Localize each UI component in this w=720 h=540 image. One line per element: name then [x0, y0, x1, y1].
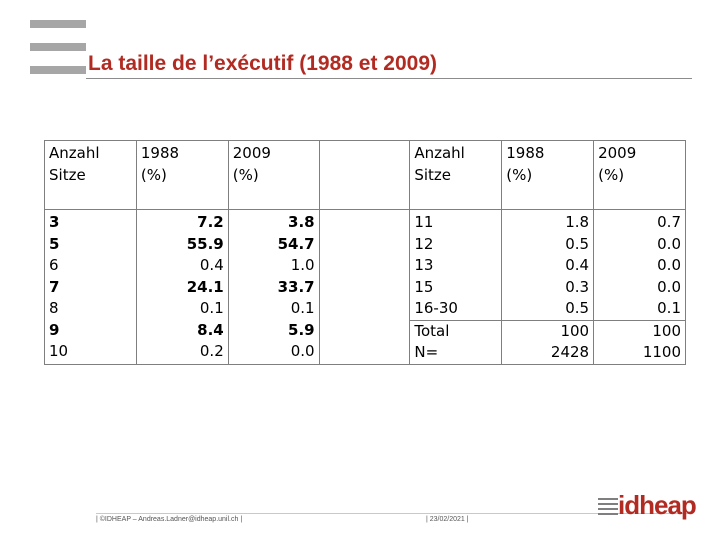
- totals-1988-cell-line: 100: [560, 321, 590, 340]
- left-2009-cell: [228, 210, 319, 365]
- seats-value: 6: [49, 256, 59, 274]
- right-seats-cell-line: 11: [414, 213, 434, 231]
- left-1988-cell: [136, 210, 228, 365]
- totals-label-cell-line: N=: [414, 343, 439, 361]
- pct-1988-value: 8.4: [197, 320, 224, 339]
- right-2009-cell-line: 0.0: [657, 277, 681, 296]
- right-1988-cell: [502, 210, 594, 321]
- pct-2009-value: 1.0: [290, 256, 315, 274]
- totals-label-cell-line: Total: [414, 321, 450, 340]
- right-seats-cell-line: 15: [414, 277, 434, 296]
- right-1988-cell-line: 1.8: [565, 213, 590, 231]
- pct-1988-value: 0.2: [199, 342, 224, 360]
- idheap-logo-lines-icon: [598, 498, 618, 518]
- executive-size-table: [44, 140, 686, 365]
- footer-date: | 23/02/2021 |: [426, 516, 469, 523]
- pct-1988-value: 7.2: [197, 213, 224, 231]
- pct-2009-value: 33.7: [277, 277, 315, 296]
- right-seats-cell-line: 12: [414, 234, 434, 253]
- pct-2009-value: 3.8: [288, 213, 315, 231]
- header-seats-right: Anzahl Sitze: [410, 141, 502, 210]
- right-1988-cell-line: 0.5: [565, 234, 590, 253]
- pct-1988-value: 0.4: [199, 256, 224, 274]
- totals-1988-cell-line: 2428: [550, 343, 590, 361]
- table-body: [45, 141, 686, 365]
- table-header-row: [45, 141, 686, 210]
- totals-2009-cell-line: 100: [652, 321, 681, 340]
- right-seats-cell-line: 16-30: [414, 299, 458, 317]
- spacer-cell: [319, 210, 410, 365]
- seats-value: 7: [49, 277, 60, 296]
- right-seats-cell: [410, 210, 502, 321]
- table-data-row: [45, 210, 686, 321]
- seats-value: 9: [49, 320, 60, 339]
- seats-value: 8: [49, 299, 59, 317]
- totals-2009-cell: [594, 320, 686, 364]
- pct-1988-value: 55.9: [186, 234, 224, 253]
- header-1988-left: 1988 (%): [136, 141, 228, 210]
- header-seats-left: Anzahl Sitze: [45, 141, 137, 210]
- right-2009-cell: [594, 210, 686, 321]
- pct-1988-value: 0.1: [199, 299, 224, 317]
- pct-1988-value: 24.1: [186, 277, 224, 296]
- right-1988-cell-line: 0.5: [565, 299, 590, 317]
- right-1988-cell-line: 0.4: [565, 256, 590, 274]
- title-underline: [86, 78, 692, 79]
- right-seats-cell-line: 13: [414, 256, 434, 274]
- idheap-logo-text: idheap: [618, 490, 696, 520]
- totals-1988-cell: [502, 320, 594, 364]
- right-1988-cell-line: 0.3: [565, 277, 590, 296]
- seats-value: 10: [49, 342, 69, 360]
- header-2009-right: 2009 (%): [594, 141, 686, 210]
- right-2009-cell-line: 0.0: [657, 256, 681, 274]
- header-1988-right: 1988 (%): [502, 141, 594, 210]
- idheap-logo: [598, 490, 696, 520]
- totals-2009-cell-line: 1100: [642, 343, 681, 361]
- presentation-logo-bars: [30, 20, 86, 74]
- pct-2009-value: 5.9: [288, 320, 315, 339]
- right-2009-cell-line: 0.0: [657, 234, 681, 253]
- spacer-cell: [319, 141, 410, 210]
- seats-value: 3: [49, 213, 60, 231]
- right-2009-cell-line: 0.7: [657, 213, 681, 231]
- pct-2009-value: 54.7: [277, 234, 315, 253]
- slide-title: La taille de l’exécutif (1988 et 2009): [88, 52, 438, 75]
- header-2009-left: 2009 (%): [228, 141, 319, 210]
- footer-credit: | ©IDHEAP – Andreas.Ladner@idheap.unil.ch |: [96, 516, 243, 523]
- pct-2009-value: 0.0: [290, 342, 315, 360]
- totals-label-cell: [410, 320, 502, 364]
- pct-2009-value: 0.1: [290, 299, 315, 317]
- left-seats-cell: [45, 210, 137, 365]
- seats-value: 5: [49, 234, 60, 253]
- right-2009-cell-line: 0.1: [657, 299, 681, 317]
